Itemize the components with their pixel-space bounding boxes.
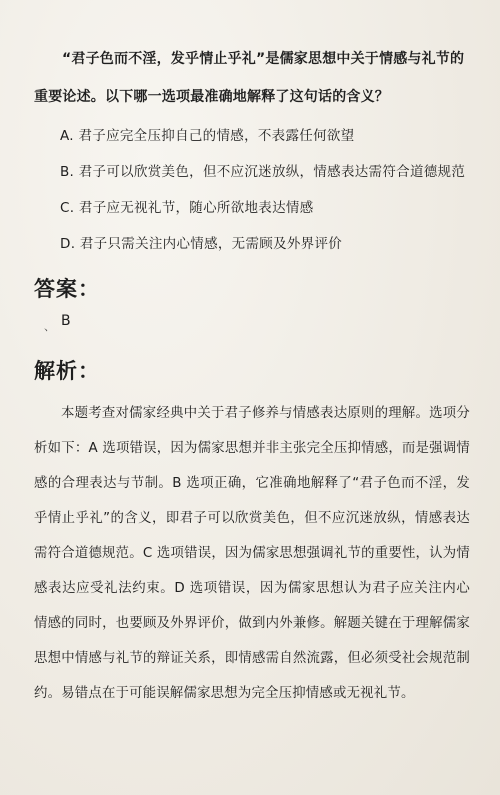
answer-value: B (61, 313, 71, 329)
option-c: C. 君子应无视礼节，随心所欲地表达情感 (60, 200, 314, 216)
analysis-heading: 解析： (34, 359, 100, 383)
option-b: B. 君子可以欣赏美色，但不应沉迷放纵，情感表达需符合道德规范 (60, 164, 466, 180)
answer-heading: 答案： (34, 277, 100, 301)
option-d: D. 君子只需关注内心情感，无需顾及外界评价 (60, 236, 343, 252)
answer-bullet: 、 (44, 320, 55, 333)
option-a: A. 君子应完全压抑自己的情感，不表露任何欲望 (60, 128, 355, 144)
analysis-text: 本题考查对儒家经典中关于君子修养与情感表达原则的理解。选项分析如下：A 选项错误，因为儒家思想并非主张完全压抑情感，而是强调情感的合理表达与节制。B 选项正确，它准确地解释了“君子色而不淫，发乎情止乎礼”的含义，即君子可以欣赏美色，但不应沉迷放纵，情感表达需符合道德规范。C 选项错误，因为儒家思想强调礼节的重要性，认为情感表达应受礼法约束。D 选项错误，因为儒家思想认为君子应关注内心情感的同时，也要顾及外界评价，做到内外兼修。解题关键在于理解儒家思想中情感与礼节的辩证关系，即情感需自然流露，但必须受社会规范制约。易错点在于可能误解儒家思想为完全压抑情感或无视礼节。 (34, 406, 470, 701)
question-text: “君子色而不淫，发乎情止乎礼”是儒家思想中关于情感与礼节的重要论述。以下哪一选项最准确地解释了这句话的含义？ (34, 51, 465, 105)
